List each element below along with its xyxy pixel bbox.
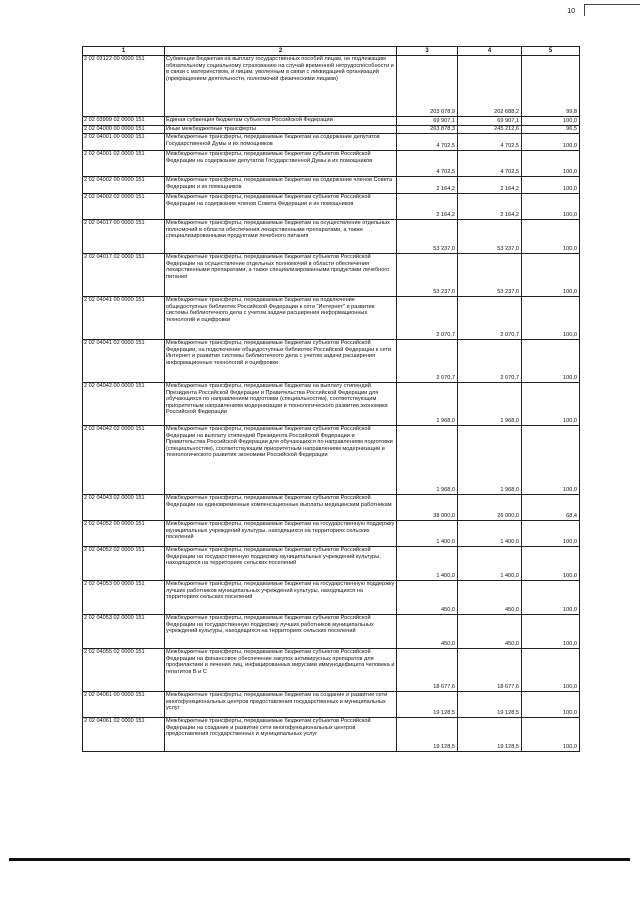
budget-code-cell: 2 02 04043 02 0000 151: [83, 495, 165, 521]
planned-amount-cell: 19 128,5: [397, 692, 458, 718]
percent-cell: 100,0: [522, 426, 580, 495]
table-row: [83, 521, 580, 547]
planned-amount-cell: 263 878,3: [397, 126, 458, 134]
percent-cell: 100,0: [522, 547, 580, 581]
description-cell: Межбюджетные трансферты, передаваемые бюджетам на создание и развитие сети многофункциональных центров предоставления государственных и муниципальных услуг: [165, 692, 397, 718]
table-row: [83, 194, 580, 220]
percent-cell: 100,0: [522, 692, 580, 718]
actual-amount-cell: 19 128,5: [458, 718, 522, 752]
table-row: [83, 297, 580, 340]
budget-code-cell: 2 02 04041 02 0000 151: [83, 340, 165, 383]
percent-cell: 100,0: [522, 177, 580, 194]
percent-cell: 100,0: [522, 521, 580, 547]
description-cell: Межбюджетные трансферты, передаваемые бюджетам субъектов Российской Федерации на государственную поддержку лучших работников муниципальных учреждений культуры, находящихся на территориях сельских поселений: [165, 615, 397, 649]
description-cell: Межбюджетные трансферты, передаваемые бюджетам на осуществление отдельных полномочий в области обеспечения лекарственными препаратами, а также специализированными продуктами лечебного питания: [165, 220, 397, 254]
actual-amount-cell: 53 237,0: [458, 220, 522, 254]
table-row: [83, 220, 580, 254]
percent-cell: 100,0: [522, 383, 580, 426]
budget-code-cell: 2 02 04041 00 0000 151: [83, 297, 165, 340]
actual-amount-cell: 69 907,1: [458, 117, 522, 126]
planned-amount-cell: 69 907,1: [397, 117, 458, 126]
table-row: [83, 177, 580, 194]
table-row: [83, 718, 580, 752]
description-cell: Межбюджетные трансферты, передаваемые бюджетам на подключение общедоступных библиотек Российской Федерации к сети "Интернет" и развитие системы библиотечного дела с учетом задачи расширения информационных технологий и оцифровки: [165, 297, 397, 340]
planned-amount-cell: 53 237,0: [397, 254, 458, 297]
description-cell: Межбюджетные трансферты, передаваемые бюджетам на государственную поддержку муниципальных учреждений культуры, находящихся на территориях сельских поселений: [165, 521, 397, 547]
budget-code-cell: 2 02 04061 02 0000 151: [83, 718, 165, 752]
percent-cell: 100,0: [522, 151, 580, 177]
actual-amount-cell: 2 070,7: [458, 297, 522, 340]
planned-amount-cell: 38 000,0: [397, 495, 458, 521]
planned-amount-cell: 450,0: [397, 615, 458, 649]
description-cell: Межбюджетные трансферты, передаваемые бюджетам субъектов Российской Федерации на осуществление отдельных полномочий в области обеспечения лекарственными препаратами, а также специализированными продуктами лечебного питания: [165, 254, 397, 297]
actual-amount-cell: 450,0: [458, 615, 522, 649]
description-cell: Межбюджетные трансферты, передаваемые бюджетам субъектов Российской Федерации на финансовое обеспечение закупок антивирусных препаратов для профилактики и лечения лиц, инфицированных вирусами иммунодефицита человека и гепатитов В и С: [165, 649, 397, 692]
description-cell: Межбюджетные трансферты, передаваемые бюджетам на содержание депутатов Государственной Думы и их помощников: [165, 134, 397, 151]
description-cell: Межбюджетные трансферты, передаваемые бюджетам субъектов Российской Федерации на создание и развитие сети многофункциональных центров предоставления государственных и муниципальных услуг: [165, 718, 397, 752]
percent-cell: 100,0: [522, 117, 580, 126]
description-cell: Межбюджетные трансферты, передаваемые бюджетам на содержание членов Совета Федерации и их помощников: [165, 177, 397, 194]
budget-code-cell: 2 02 04053 00 0000 151: [83, 581, 165, 615]
percent-cell: 100,0: [522, 581, 580, 615]
planned-amount-cell: 203 078,9: [397, 56, 458, 117]
planned-amount-cell: 2 164,2: [397, 194, 458, 220]
description-cell: Субвенции бюджетам на выплату государственных пособий лицам, не подлежащим обязательному социальному страхованию на случай временной нетрудоспособности и в связи с материнством, и лицам, уволенным в связи с ликвидацией организаций (прекращением деятельности, полномочий физическими лицами): [165, 56, 397, 117]
planned-amount-cell: 19 128,5: [397, 718, 458, 752]
table-header-row: [83, 47, 580, 56]
column-header: 3: [397, 47, 458, 56]
actual-amount-cell: 19 128,5: [458, 692, 522, 718]
actual-amount-cell: 450,0: [458, 581, 522, 615]
actual-amount-cell: 1 968,0: [458, 383, 522, 426]
description-cell: Единая субвенция бюджетам субъектов Российской Федерации: [165, 117, 397, 126]
budget-code-cell: 2 02 04052 02 0000 151: [83, 547, 165, 581]
planned-amount-cell: 1 400,0: [397, 547, 458, 581]
budget-code-cell: 2 02 04001 02 0000 151: [83, 151, 165, 177]
table-row: [83, 340, 580, 383]
percent-cell: 100,0: [522, 297, 580, 340]
budget-code-cell: 2 02 03122 00 0000 151: [83, 56, 165, 117]
planned-amount-cell: 2 164,2: [397, 177, 458, 194]
percent-cell: 100,0: [522, 718, 580, 752]
description-cell: Межбюджетные трансферты, передаваемые бюджетам субъектов Российской Федерации, на подключение общедоступных библиотек Российской Федерации к сети Интернет и развитие системы библиотечного дела с учетом задачи расширения информационных технологий и оцифровки: [165, 340, 397, 383]
actual-amount-cell: 1 968,0: [458, 426, 522, 495]
table-row: [83, 547, 580, 581]
planned-amount-cell: 4 702,5: [397, 134, 458, 151]
planned-amount-cell: 1 400,0: [397, 521, 458, 547]
budget-code-cell: 2 02 04002 02 0000 151: [83, 194, 165, 220]
table-row: [83, 495, 580, 521]
percent-cell: 96,5: [522, 126, 580, 134]
table-row: [83, 126, 580, 134]
actual-amount-cell: 202 688,2: [458, 56, 522, 117]
percent-cell: 100,0: [522, 194, 580, 220]
actual-amount-cell: 245 212,6: [458, 126, 522, 134]
percent-cell: 100,0: [522, 134, 580, 151]
percent-cell: 100,0: [522, 340, 580, 383]
table-row: [83, 134, 580, 151]
budget-code-cell: 2 02 04042 00 0000 151: [83, 383, 165, 426]
description-cell: Межбюджетные трансферты, передаваемые бюджетам субъектов Российской Федерации на государственную поддержку муниципальных учреждений культуры, находящихся на территориях сельских поселений: [165, 547, 397, 581]
table-row: [83, 649, 580, 692]
column-header: 1: [83, 47, 165, 56]
description-cell: Межбюджетные трансферты, передаваемые бюджетам на выплату стипендий Президента Российской Федерации и Правительства Российской Федерации для обучающихся по направлениям подготовки (специальностям), соответствующим приоритетным направлениям модернизации и технологического развития экономики Российской Федерации: [165, 383, 397, 426]
table-row: [83, 581, 580, 615]
planned-amount-cell: 4 702,5: [397, 151, 458, 177]
actual-amount-cell: 4 702,5: [458, 134, 522, 151]
planned-amount-cell: 1 968,0: [397, 383, 458, 426]
table-row: [83, 692, 580, 718]
budget-code-cell: 2 02 04001 00 0000 151: [83, 134, 165, 151]
table-row: [83, 254, 580, 297]
budget-code-cell: 2 02 04017 02 0000 151: [83, 254, 165, 297]
table-row: [83, 383, 580, 426]
percent-cell: 100,0: [522, 615, 580, 649]
description-cell: Межбюджетные трансферты, передаваемые бюджетам субъектов Российской Федерации на содержание депутатов Государственной Думы и их помощников: [165, 151, 397, 177]
percent-cell: 100,0: [522, 220, 580, 254]
percent-cell: 100,0: [522, 649, 580, 692]
column-header: 2: [165, 47, 397, 56]
table-body: [83, 56, 580, 752]
table-row: [83, 426, 580, 495]
budget-code-cell: 2 02 04042 02 0000 151: [83, 426, 165, 495]
planned-amount-cell: 1 968,0: [397, 426, 458, 495]
planned-amount-cell: 2 070,7: [397, 340, 458, 383]
percent-cell: 100,0: [522, 254, 580, 297]
budget-code-cell: 2 02 04053 02 0000 151: [83, 615, 165, 649]
budget-code-cell: 2 02 04000 00 0000 151: [83, 126, 165, 134]
actual-amount-cell: 1 400,0: [458, 547, 522, 581]
column-header: 5: [522, 47, 580, 56]
corner-mark-horizontal: [584, 4, 640, 5]
actual-amount-cell: 1 400,0: [458, 521, 522, 547]
budget-code-cell: 2 02 04061 00 0000 151: [83, 692, 165, 718]
budget-code-cell: 2 02 04002 00 0000 151: [83, 177, 165, 194]
page-number: 10: [567, 8, 575, 15]
budget-code-cell: 2 02 04017 00 0000 151: [83, 220, 165, 254]
planned-amount-cell: 2 070,7: [397, 297, 458, 340]
description-cell: Иные межбюджетные трансферты: [165, 126, 397, 134]
table-row: [83, 56, 580, 117]
description-cell: Межбюджетные трансферты, передаваемые бюджетам на государственную поддержку лучших работников муниципальных учреждений культуры, находящихся на территориях сельских поселений: [165, 581, 397, 615]
budget-code-cell: 2 02 04052 00 0000 151: [83, 521, 165, 547]
description-cell: Межбюджетные трансферты, передаваемые бюджетам субъектов Российской Федерации на выплату стипендий Президента Российской Федерации и Правительства Российской Федерации для обучающихся по направлениям подготовки (специальностям), соответствующим приоритетным направлениям модернизации и технологического развития экономики Российской Федерации: [165, 426, 397, 495]
planned-amount-cell: 53 237,0: [397, 220, 458, 254]
budget-code-cell: 2 02 04055 02 0000 151: [83, 649, 165, 692]
table-row: [83, 151, 580, 177]
budget-code-cell: 2 02 03999 02 0000 151: [83, 117, 165, 126]
actual-amount-cell: 26 000,0: [458, 495, 522, 521]
table-row: [83, 117, 580, 126]
planned-amount-cell: 450,0: [397, 581, 458, 615]
actual-amount-cell: 18 677,6: [458, 649, 522, 692]
actual-amount-cell: 2 164,2: [458, 194, 522, 220]
actual-amount-cell: 53 237,0: [458, 254, 522, 297]
percent-cell: 68,4: [522, 495, 580, 521]
actual-amount-cell: 2 070,7: [458, 340, 522, 383]
description-cell: Межбюджетные трансферты, передаваемые бюджетам субъектов Российской Федерации на единовременные компенсационные выплаты медицинским работникам: [165, 495, 397, 521]
planned-amount-cell: 18 677,6: [397, 649, 458, 692]
actual-amount-cell: 2 164,2: [458, 177, 522, 194]
percent-cell: 99,8: [522, 56, 580, 117]
bottom-rule: [9, 858, 630, 861]
description-cell: Межбюджетные трансферты, передаваемые бюджетам субъектов Российской Федерации на содержание членов Совета Федерации и их помощников: [165, 194, 397, 220]
actual-amount-cell: 4 702,5: [458, 151, 522, 177]
budget-table: [82, 46, 580, 752]
column-header: 4: [458, 47, 522, 56]
table-row: [83, 615, 580, 649]
corner-mark-vertical: [584, 4, 585, 16]
